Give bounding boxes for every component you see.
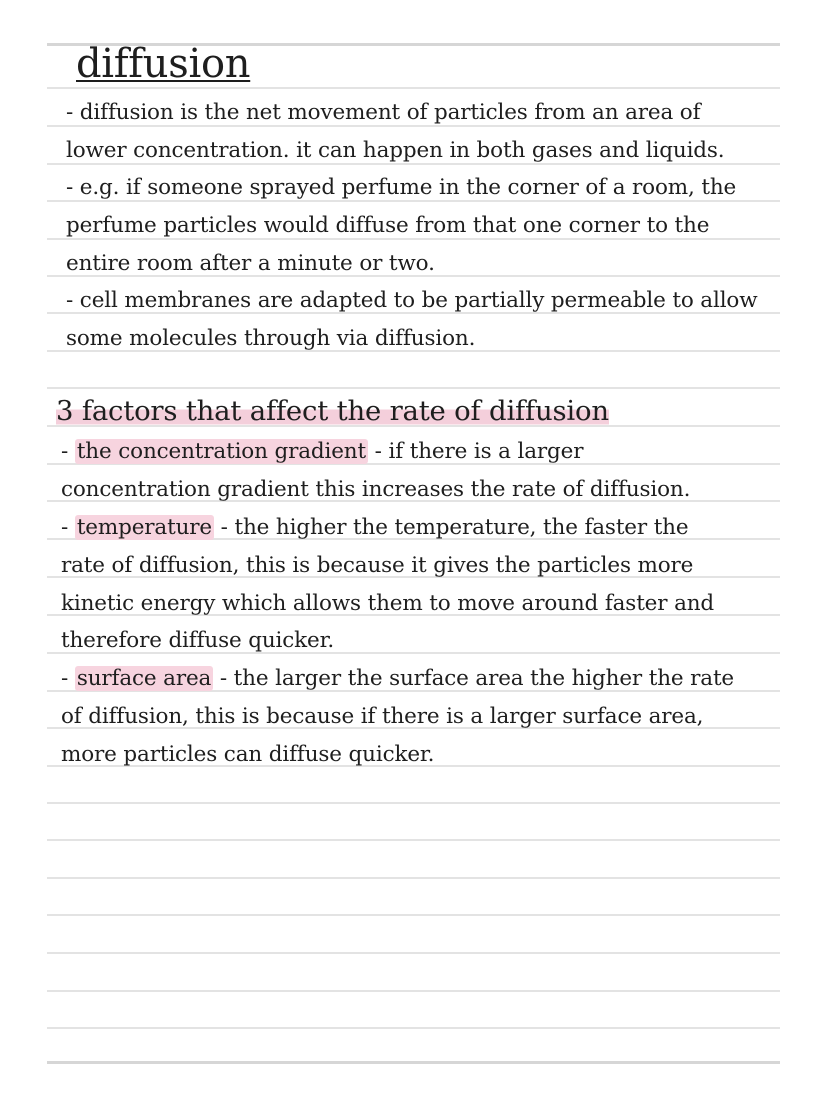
ruled-line: [47, 387, 780, 389]
intro-line: - cell membranes are adapted to be partially permeable to allow: [66, 288, 758, 313]
factor-line: [61, 437, 583, 467]
factor-line: [61, 664, 734, 694]
ruled-line: [47, 952, 780, 954]
ruled-line: [47, 1027, 780, 1029]
factor-text: - the higher the temperature, the faster the: [213, 515, 689, 540]
factor-term-concentration-gradient: the concentration gradient: [76, 439, 366, 464]
factors-heading: [56, 393, 609, 429]
ruled-line: [47, 914, 780, 916]
page-title: diffusion: [76, 41, 251, 87]
factor-term-surface-area: surface area: [76, 666, 212, 691]
factors-heading-text: 3 factors that affect the rate of diffusion: [56, 395, 609, 427]
factor-line: of diffusion, this is because if there is a larger surface area,: [61, 704, 704, 729]
intro-line: lower concentration. it can happen in both gases and liquids.: [66, 138, 725, 163]
factor-text: - if there is a larger: [368, 439, 584, 464]
factor-line: therefore diffuse quicker.: [61, 628, 335, 653]
factor-dash: -: [61, 439, 75, 464]
factor-term-temperature: temperature: [76, 515, 212, 540]
factor-text: - the larger the surface area the higher the rate: [213, 666, 735, 691]
intro-line: perfume particles would diffuse from that one corner to the: [66, 213, 710, 238]
factor-dash: -: [61, 515, 75, 540]
intro-line: some molecules through via diffusion.: [66, 326, 476, 351]
ruled-line: [47, 1061, 780, 1064]
intro-line: - e.g. if someone sprayed perfume in the corner of a room, the: [66, 175, 737, 200]
factor-dash: -: [61, 666, 75, 691]
intro-line: - diffusion is the net movement of particles from an area of: [66, 100, 701, 125]
factor-line: kinetic energy which allows them to move around faster and: [61, 591, 715, 616]
factor-line: more particles can diffuse quicker.: [61, 742, 435, 767]
ruled-line: [47, 802, 780, 804]
ruled-line: [47, 990, 780, 992]
factor-line: concentration gradient this increases the rate of diffusion.: [61, 477, 691, 502]
ruled-line: [47, 877, 780, 879]
factor-line: rate of diffusion, this is because it gives the particles more: [61, 553, 694, 578]
factor-line: [61, 513, 688, 543]
intro-line: entire room after a minute or two.: [66, 251, 435, 276]
ruled-line: [47, 839, 780, 841]
